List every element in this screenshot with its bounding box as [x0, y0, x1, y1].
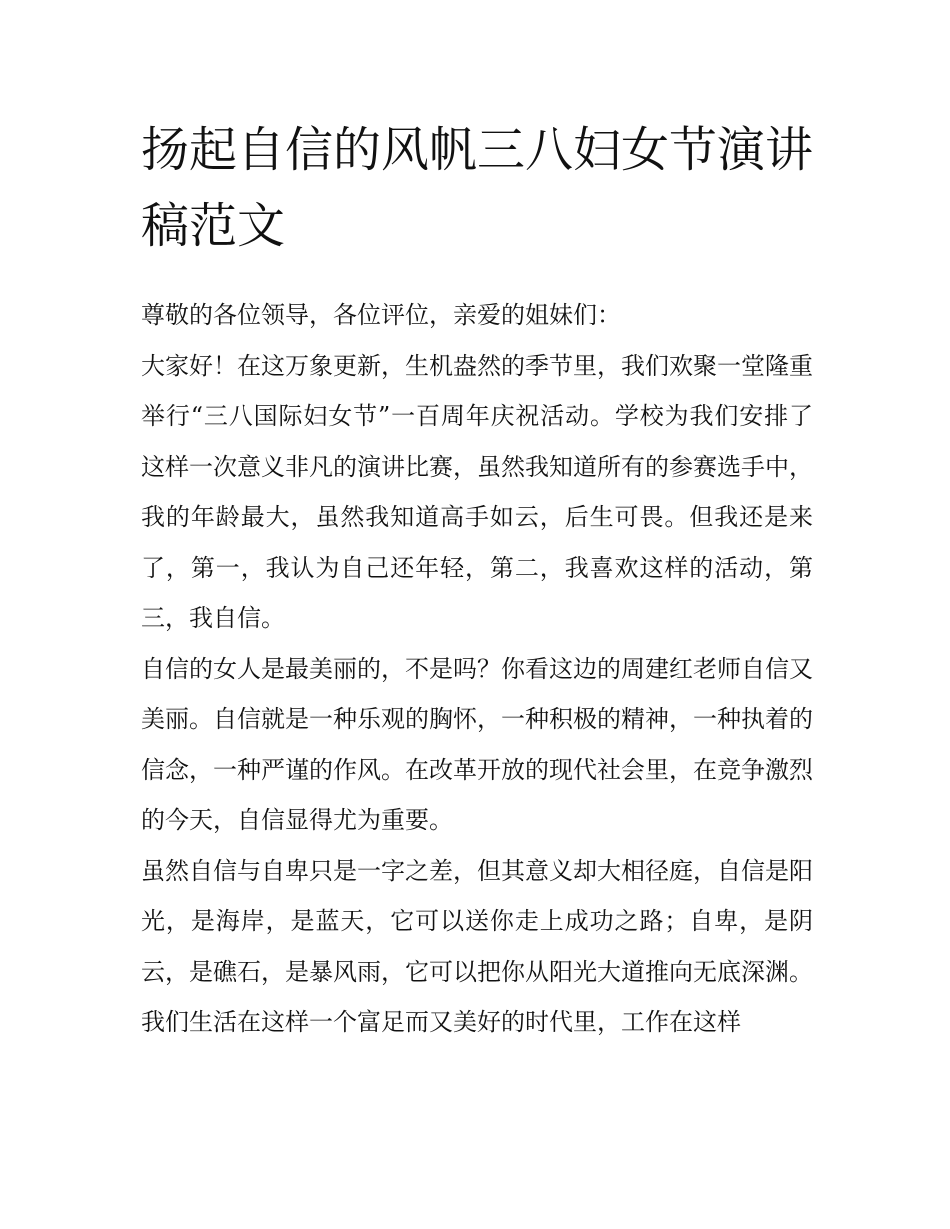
- paragraph-1: 大家好！在这万象更新，生机盎然的季节里，我们欢聚一堂隆重举行“三八国际妇女节”一百周年庆祝活动。学校为我们安排了这样一次意义非凡的演讲比赛，虽然我知道所有的参赛选手中，: [141, 351, 813, 481]
- paragraph-4: 虽然自信与自卑只是一字之差，但其意义却大相径庭，自信是阳光，是海岸，是蓝天，它可以送你走上成功之路；自卑，是阴云，是礁石，是暴风雨，它可以把你从阳光大道推向无底深渊。我们生活在这样一个富足而又美好的时代里，工作在这样: [141, 856, 813, 1036]
- document-body: [141, 112, 813, 1048]
- greeting-line: 尊敬的各位领导，各位评位，亲爱的姐妹们：: [141, 301, 621, 329]
- document-title: 扬起自信的风帆三八妇女节演讲稿范文: [141, 122, 814, 254]
- paragraph-2: 我的年龄最大，虽然我知道高手如云，后生可畏。但我还是来了，第一，我认为自己还年轻，第二，我喜欢这样的活动，第三，我自信。: [141, 503, 813, 632]
- paragraph-3: 自信的女人是最美丽的，不是吗？你看这边的周建红老师自信又美丽。自信就是一种乐观的胸怀，一种积极的精神，一种执着的信念，一种严谨的作风。在改革开放的现代社会里，在竞争激烈的今天，自信显得尤为重要。: [141, 654, 813, 834]
